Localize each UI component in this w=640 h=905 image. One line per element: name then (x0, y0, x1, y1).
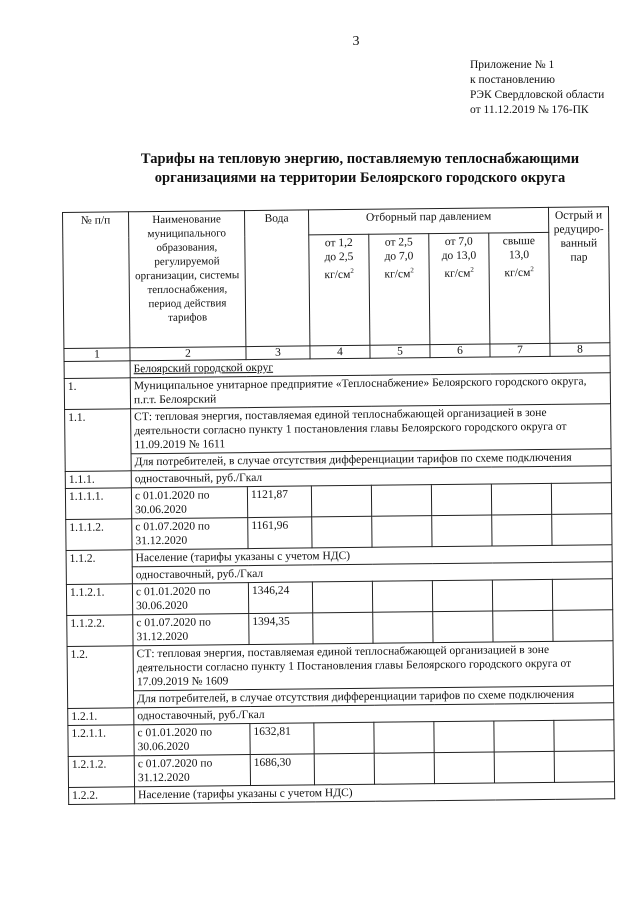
empty-cell (551, 483, 611, 515)
tariff-period: с 01.07.2020 по 31.12.2020 (133, 614, 249, 646)
row-num: 1.1.1. (65, 471, 131, 489)
empty-cell (492, 514, 552, 546)
tariff-table (62, 206, 615, 805)
water-tariff-value: 1346,24 (248, 582, 312, 614)
document-title (90, 150, 630, 188)
row-num: 1.2.1.1. (68, 725, 134, 757)
title-line-2: организациями на территории Белоярского городского округа (154, 170, 566, 186)
row-num: 1.1. (65, 409, 132, 472)
header-steam-2 (369, 234, 430, 346)
row-num: 1.1.2.1. (66, 584, 132, 616)
col-number-3: 3 (246, 346, 310, 360)
steam-2-from: от 2,5 (384, 236, 413, 249)
empty-cell (552, 514, 612, 546)
header-reduced-steam: Острый и редуциро-ванный пар (548, 207, 609, 344)
row-num: 1. (64, 378, 130, 410)
consumers-description: Для потребителей, в случае отсутствия дифференциации тарифов по схеме подключения (131, 449, 611, 471)
steam-4-to: 13,0 (508, 249, 530, 262)
rate-type: одноставочный, руб./Гкал (131, 466, 611, 488)
empty-cell (372, 516, 432, 548)
header-name: Наименование муниципального образования, регулируемой организации, системы теплоснабжения, период действия тарифов (129, 211, 246, 348)
empty-cell (313, 612, 373, 644)
col-number-2: 2 (130, 347, 246, 361)
empty-cell (314, 753, 374, 785)
empty-cell (434, 752, 494, 784)
empty-cell (312, 581, 372, 613)
col-number-8: 8 (550, 343, 610, 357)
empty-cell (374, 753, 434, 785)
appendix-line-3: РЭК Свердловской области (470, 89, 605, 101)
population-description: Население (тарифы указаны с учетом НДС) (135, 782, 615, 804)
water-tariff-value: 1161,96 (248, 517, 312, 549)
rate-type: одноставочный, руб./Гкал (132, 562, 612, 584)
col-number-6: 6 (430, 344, 490, 358)
empty-cell (491, 483, 551, 515)
empty-cell (492, 579, 552, 611)
steam-4-unit-sup: 2 (530, 265, 534, 274)
steam-3-to: до 13,0 (441, 249, 477, 263)
col-number-7: 7 (490, 343, 550, 357)
empty-cell (554, 751, 614, 783)
empty-cell (434, 721, 494, 753)
tariff-period: с 01.07.2020 по 31.12.2020 (134, 755, 250, 787)
empty-cell (311, 485, 371, 517)
empty-cell (493, 610, 553, 642)
table-row (67, 641, 613, 692)
heat-system-description: СТ: тепловая энергия, поставляемая единой теплоснабжающей организацией в зоне деятельности согласно пункту 1 Постановления главы Белоярского городского округа от 17.09.2019 № 1609 (133, 641, 613, 691)
row-num: 1.1.2.2. (67, 615, 133, 647)
tariff-period: с 01.07.2020 по 31.12.2020 (132, 518, 248, 550)
header-num: № п/п (63, 212, 130, 349)
steam-4-unit: кг/см (504, 266, 531, 280)
steam-4-from: свыше (502, 235, 536, 248)
water-tariff-value: 1394,35 (249, 613, 313, 645)
empty-cell (433, 611, 493, 643)
appendix-line-1: Приложение № 1 (470, 59, 555, 71)
row-num: 1.2.2. (69, 787, 135, 805)
empty-cell (371, 485, 431, 517)
tariff-period: с 01.01.2020 по 30.06.2020 (131, 487, 247, 519)
appendix-block (470, 58, 604, 118)
empty-cell (494, 720, 554, 752)
row-num: 1.2.1.2. (68, 756, 134, 788)
col-number-5: 5 (370, 345, 430, 359)
row-num-empty (64, 361, 130, 379)
header-steam-1 (309, 234, 370, 346)
organization-name: Муниципальное унитарное предприятие «Теплоснабжение» Белоярского городского округа, п.г.т. Белоярский (130, 373, 610, 409)
water-tariff-value: 1632,81 (250, 723, 314, 755)
empty-cell (314, 722, 374, 754)
header-steam-3 (429, 233, 490, 345)
population-description: Население (тарифы указаны с учетом НДС) (132, 545, 612, 567)
steam-2-unit-sup: 2 (410, 266, 414, 275)
steam-1-unit: кг/см (324, 268, 351, 282)
empty-cell (373, 612, 433, 644)
steam-2-unit: кг/см (384, 268, 411, 281)
empty-cell (432, 580, 492, 612)
col-number-4: 4 (310, 345, 370, 359)
heat-system-description: СТ: тепловая энергия, поставляемая единой теплоснабжающей организацией в зоне деятельности согласно пункту 1 постановления главы Белоярского городского округа от 11.09.2019 № 1611 (131, 404, 611, 454)
appendix-line-2: к постановлению (470, 74, 555, 86)
empty-cell (553, 610, 613, 642)
steam-3-from: от 7,0 (444, 235, 473, 248)
header-water: Вода (244, 210, 309, 347)
water-tariff-value: 1121,87 (247, 486, 311, 518)
steam-3-unit: кг/см (444, 267, 471, 280)
empty-cell (494, 751, 554, 783)
steam-1-to: до 2,5 (324, 250, 354, 264)
table-row (65, 404, 611, 455)
steam-2-to: до 7,0 (384, 250, 414, 263)
header-steam-4 (489, 232, 550, 344)
row-num: 1.1.1.1. (65, 488, 131, 520)
steam-3-unit-sup: 2 (470, 265, 474, 274)
row-num: 1.2.1. (68, 708, 134, 726)
rate-type: одноставочный, руб./Гкал (134, 703, 614, 725)
row-num: 1.1.1.2. (66, 519, 132, 551)
col-number-1: 1 (64, 348, 130, 362)
empty-cell (431, 484, 491, 516)
steam-1-unit-sup: 2 (350, 266, 354, 275)
header-steam-group: Отборный пар давлением (308, 207, 548, 235)
tariff-period: с 01.01.2020 по 30.06.2020 (134, 724, 250, 756)
row-num: 1.1.2. (66, 550, 132, 585)
empty-cell (372, 581, 432, 613)
district-name: Белоярский городской округ (130, 356, 610, 378)
title-line-1: Тарифы на тепловую энергию, поставляемую теплоснабжающими (140, 151, 580, 167)
row-num: 1.2. (67, 646, 134, 709)
empty-cell (552, 579, 612, 611)
empty-cell (554, 720, 614, 752)
water-tariff-value: 1686,30 (250, 754, 314, 786)
tariff-period: с 01.01.2020 по 30.06.2020 (132, 583, 248, 615)
page-number: 3 (352, 34, 360, 49)
appendix-line-4: от 11.12.2019 № 176-ПК (470, 104, 589, 116)
steam-1-from: от 1,2 (324, 236, 353, 250)
empty-cell (312, 516, 372, 548)
empty-cell (432, 515, 492, 547)
consumers-description: Для потребителей, в случае отсутствия дифференциации тарифов по схеме подключения (134, 686, 614, 708)
empty-cell (374, 722, 434, 754)
